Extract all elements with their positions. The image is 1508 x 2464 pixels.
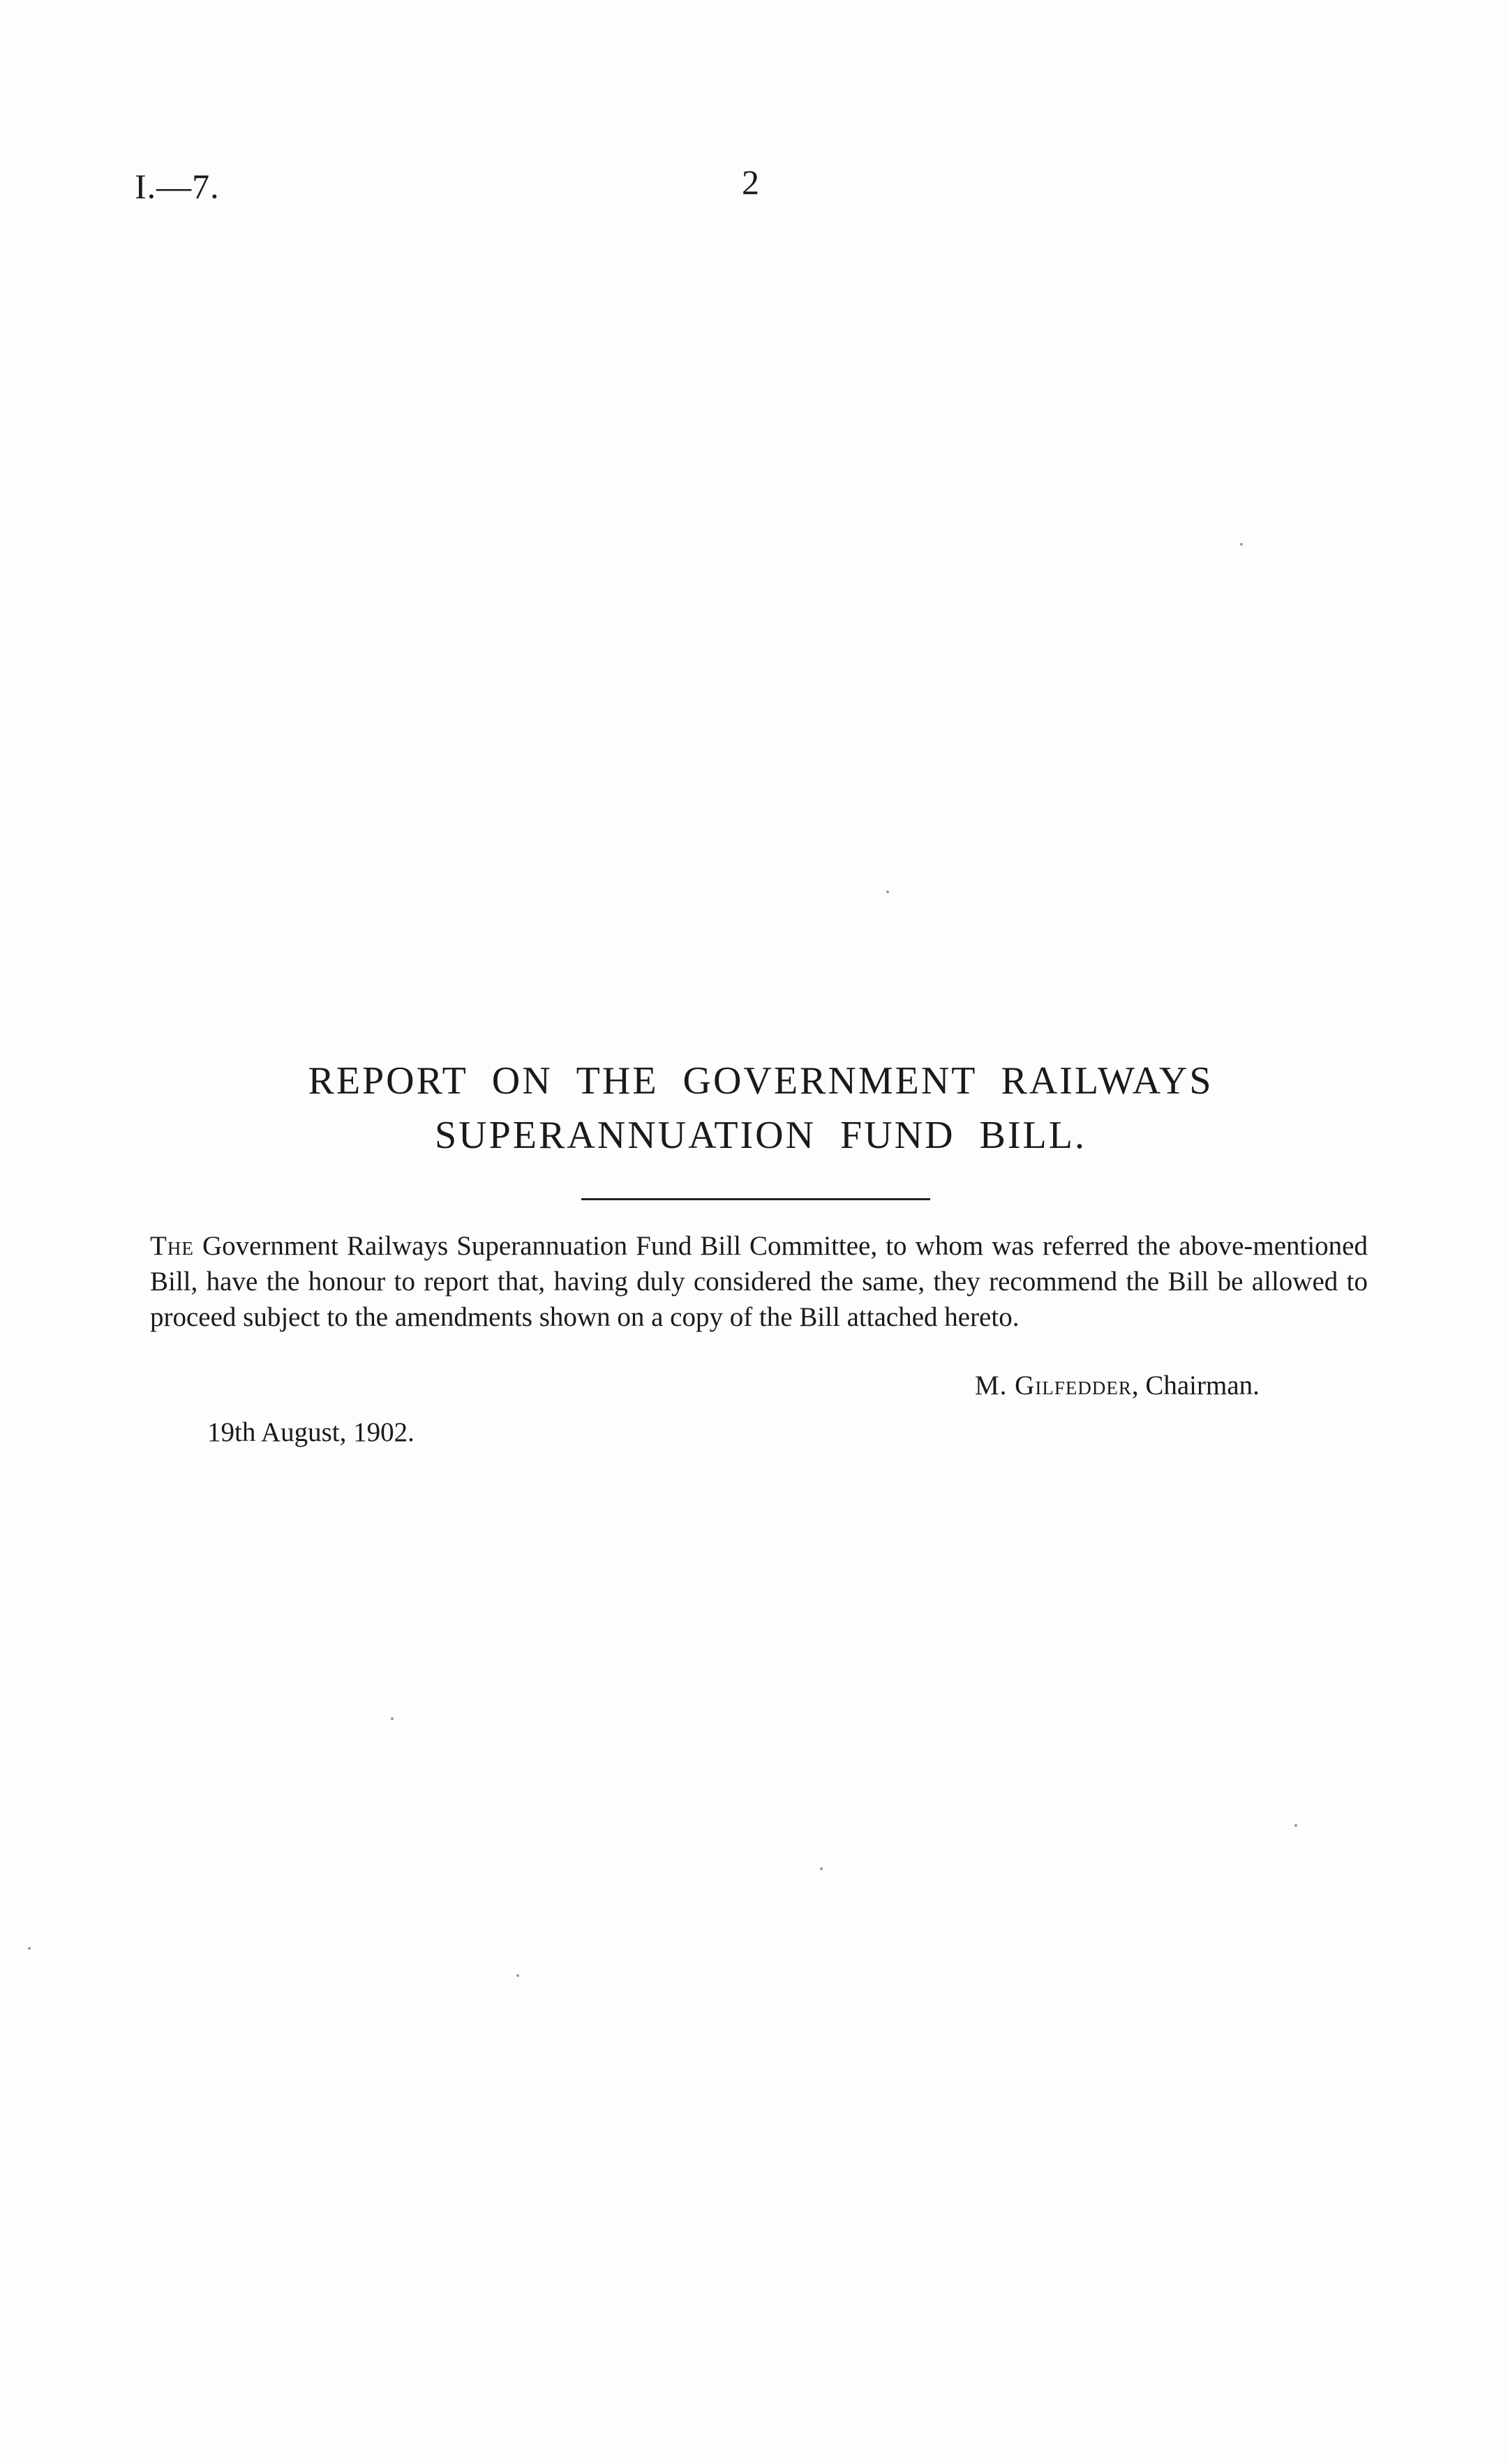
title-divider xyxy=(581,1198,930,1200)
parliamentary-paper-reference: I.—7. xyxy=(135,167,220,206)
report-body xyxy=(150,1228,1368,1335)
page-number: 2 xyxy=(742,163,759,202)
signature-block xyxy=(975,1370,1260,1401)
paper-speck xyxy=(820,1867,823,1870)
report-title: REPORT ON THE GOVERNMENT RAILWAYS SUPERANNUATION FUND BILL. xyxy=(308,1059,1214,1157)
signatory-name: M. Gilfedder xyxy=(975,1371,1132,1401)
paper-speck xyxy=(516,1974,519,1977)
paper-speck xyxy=(391,1717,394,1720)
paper-speck xyxy=(28,1947,31,1950)
paper-speck xyxy=(1240,543,1243,546)
paper-speck xyxy=(886,890,889,893)
report-date: 19th August, 1902. xyxy=(207,1417,415,1447)
signatory-role: , Chairman. xyxy=(1131,1371,1260,1401)
paper-speck xyxy=(1294,1824,1297,1827)
report-body-text: Government Railways Superannuation Fund Bill Committee, to whom was referred the above-mentioned Bill, have the honour to report that, having duly considered the same, they recommend the Bill be allowed to proceed subject to the amendments shown on a copy of the Bill attached hereto. xyxy=(150,1231,1368,1332)
report-lead-word: The xyxy=(150,1231,194,1261)
